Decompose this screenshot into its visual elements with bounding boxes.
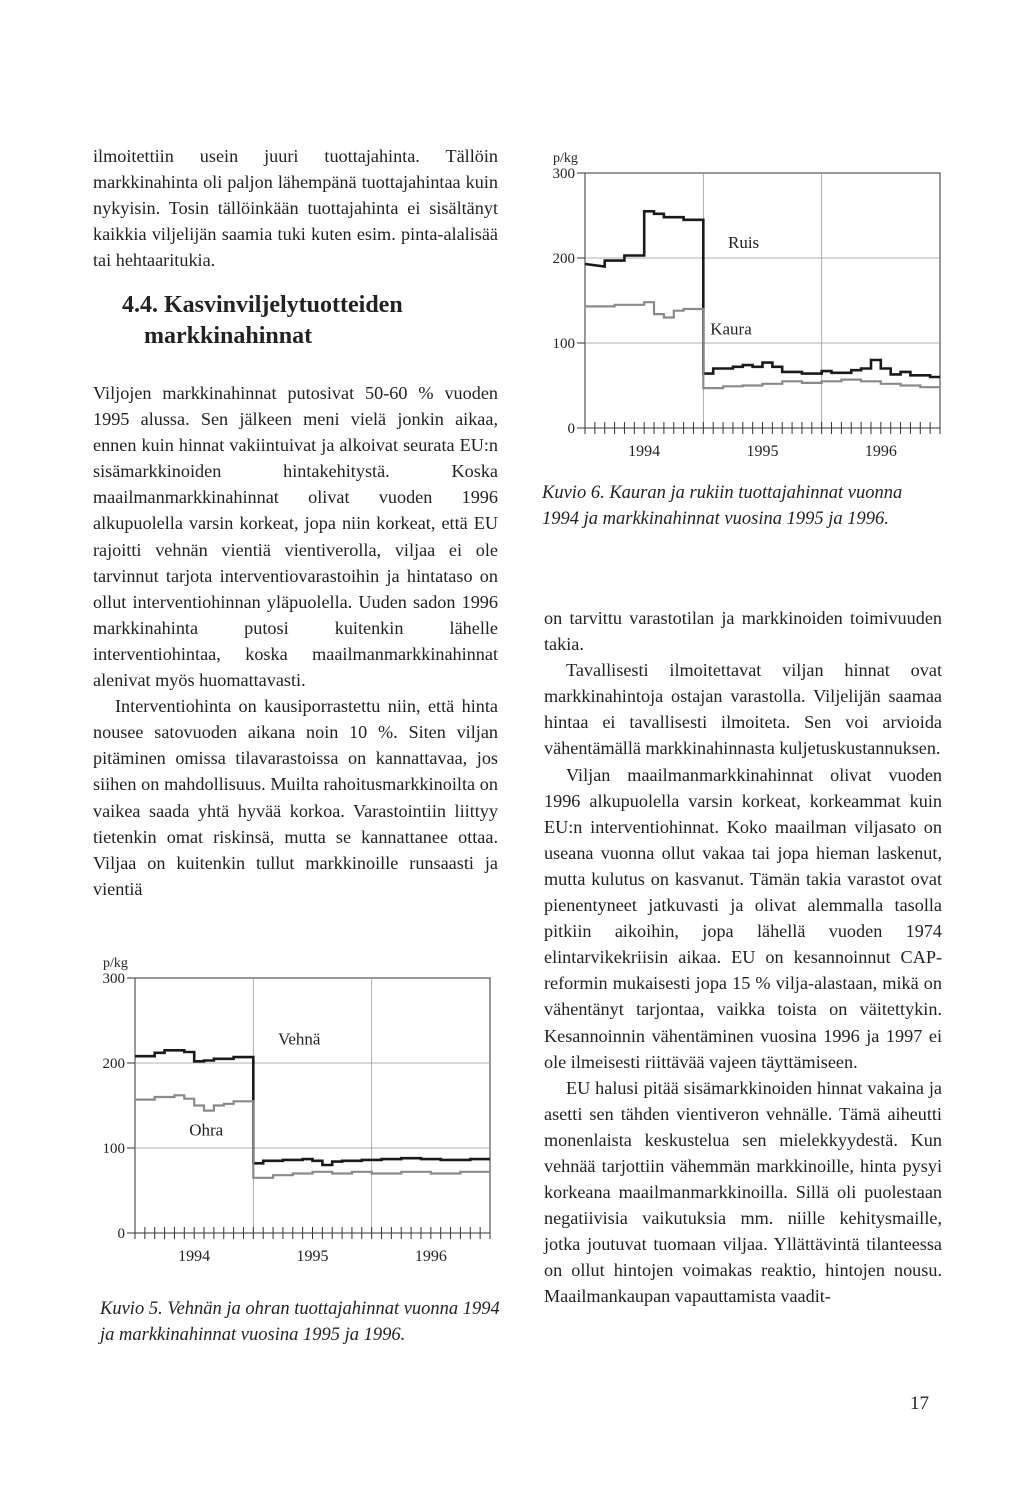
series-label-vehnä: Vehnä <box>277 1029 321 1049</box>
y-tick-label: 200 <box>102 1056 125 1072</box>
y-tick-label: 0 <box>117 1226 125 1242</box>
x-tick-label: 1996 <box>414 1248 447 1265</box>
y-tick-label: 100 <box>102 1141 125 1157</box>
caption-kuvio-5: Kuvio 5. Vehnän ja ohran tuottajahinnat vuonna 1994 ja markkinahinnat vuosina 1995 ja 1996. <box>100 1299 500 1345</box>
x-tick-label: 1994 <box>628 443 661 460</box>
chart-kuvio-5 <box>85 945 505 1275</box>
x-tick-label: 1995 <box>296 1248 329 1265</box>
series-line-kaura <box>585 302 940 388</box>
y-tick-label: 300 <box>102 971 125 987</box>
x-tick-label: 1996 <box>864 443 897 460</box>
right-paragraph-2: Tavallisesti ilmoitettavat viljan hinnat ovat markkinahintoja ostajan varastolla. Viljelijän saamaa hintaa ei tavallisesti ilmoiteta. Sen voi arvioida vähentämällä markkinahinnasta kuljetuskustannuksen. <box>544 660 942 759</box>
chart-kuvio-6 <box>535 140 955 470</box>
body-paragraph-2: Interventiohinta on kausiporrastettu niin, että hinta nousee satovuoden aikana noin 10 %. Siten viljan pitäminen omissa tilavarastoissa on kannattavaa, jos siihen on mahdollisuus. Muilta rahoitusmarkkinoilta on vaikea saada yhtä hyvää korkoa. Varastointiin liittyy tietenkin omat riskinsä, mutta se kannattanee ottaa. Viljaa on kuitenkin tullut markkinoille runsaasti ja vientiä <box>93 696 498 899</box>
series-label-kaura: Kaura <box>710 319 752 339</box>
series-line-ruis <box>585 211 940 377</box>
plot-frame <box>135 978 490 1233</box>
y-tick-label: 0 <box>567 421 575 437</box>
y-tick-label: 200 <box>552 251 575 267</box>
right-paragraph-3: Viljan maailmanmarkkinahinnat olivat vuoden 1996 alkupuolella varsin korkeat, korkeammat kuin EU:n interventiohinnat. Koko maailman viljasato on useana vuonna ollut vakaa tai jopa hieman laskenut, mutta kulutus on kasvanut. Tämän takia varastot ovat pienentyneet jatkuvasti ja olivat alemmalla tasolla pitkiin aikoihin, jopa lähellä vuoden 1974 elintarvikekriisin aikaa. EU on kesannoinnut CAP-reformin mukaisesti jopa 15 % vilja-alastaan, mikä on vähentänyt tarjontaa, vaikka toista on väitettykin. Kesannoinnin vähentäminen vuosina 1996 ja 1997 ei ole ilmeisesti riittävää vajeen täyttämiseen. <box>544 764 942 1072</box>
body-paragraph-1: Viljojen markkinahinnat putosivat 50-60 % vuoden 1995 alussa. Sen jälkeen meni vielä jonkin aikaa, ennen kuin hinnat vakiintuivat ja alkoivat seurata EU:n sisämarkkinoiden hintakehitystä. Koska maailmanmarkkinahinnat olivat vuoden 1996 alkupuolella varsin korkeat, jopa niin korkeat, että EU rajoitti vehnän vientiä vientiverolla, viljaa ei ole tarvinnut tarjota interventiovarastoihin ja hintataso on ollut interventiohinnan yläpuolella. Uuden sadon 1996 markkinahinta putosi kuitenkin lähelle interventiohintaa, koska maailmanmarkkinahinnat alenivat myös huomattavasti. <box>93 383 498 691</box>
series-label-ohra: Ohra <box>189 1120 224 1140</box>
y-axis-label: p/kg <box>103 956 128 971</box>
right-column <box>544 605 942 1310</box>
y-axis-label: p/kg <box>553 151 578 166</box>
series-label-ruis: Ruis <box>727 232 760 252</box>
y-tick-label: 100 <box>552 336 575 352</box>
right-paragraph-4: EU halusi pitää sisämarkkinoiden hinnat vakaina ja asetti sen tähden vientiveron vehnälle. Tämä aiheutti monenlaista keskustelua sen mielekkyydestä. Kun vehnää tarjottiin vähemmän markkinoille, hinta pysyi korkeana maailmanmarkkinoilla. Sillä oli puolestaan negatiivisia vaikutuksia mm. niille kehitysmaille, jotka joutuvat tuomaan viljaa. Yllättävintä tilanteessa on ollut hintojen voimakas reaktio, hintojen nousu. Maailmankaupan vapauttamista vaadit- <box>544 1077 942 1307</box>
caption-kuvio-6: Kuvio 6. Kauran ja rukiin tuottajahinnat vuonna 1994 ja markkinahinnat vuosina 1995 ja 1996. <box>542 483 903 529</box>
x-tick-label: 1995 <box>746 443 779 460</box>
y-tick-label: 300 <box>552 166 575 182</box>
x-tick-label: 1994 <box>178 1248 211 1265</box>
right-paragraph-1: on tarvittu varastotilan ja markkinoiden toimivuuden takia. <box>544 608 942 655</box>
page-number: 17 <box>910 1393 929 1414</box>
intro-paragraph: ilmoitettiin usein juuri tuottajahinta. Tällöin markkinahinta oli paljon lähempänä tuottajahintaa kuin nykyisin. Tosin tällöinkään tuottajahinta ei sisältänyt kaikkia viljelijän saamia tuki kuten esim. pinta-alalisää tai hehtaaritukia. <box>93 146 498 271</box>
plot-frame <box>585 173 940 428</box>
left-column <box>93 143 498 273</box>
left-column-body <box>93 380 498 902</box>
section-heading: 4.4. Kasvinviljelytuotteiden markkinahinnat <box>122 292 403 349</box>
